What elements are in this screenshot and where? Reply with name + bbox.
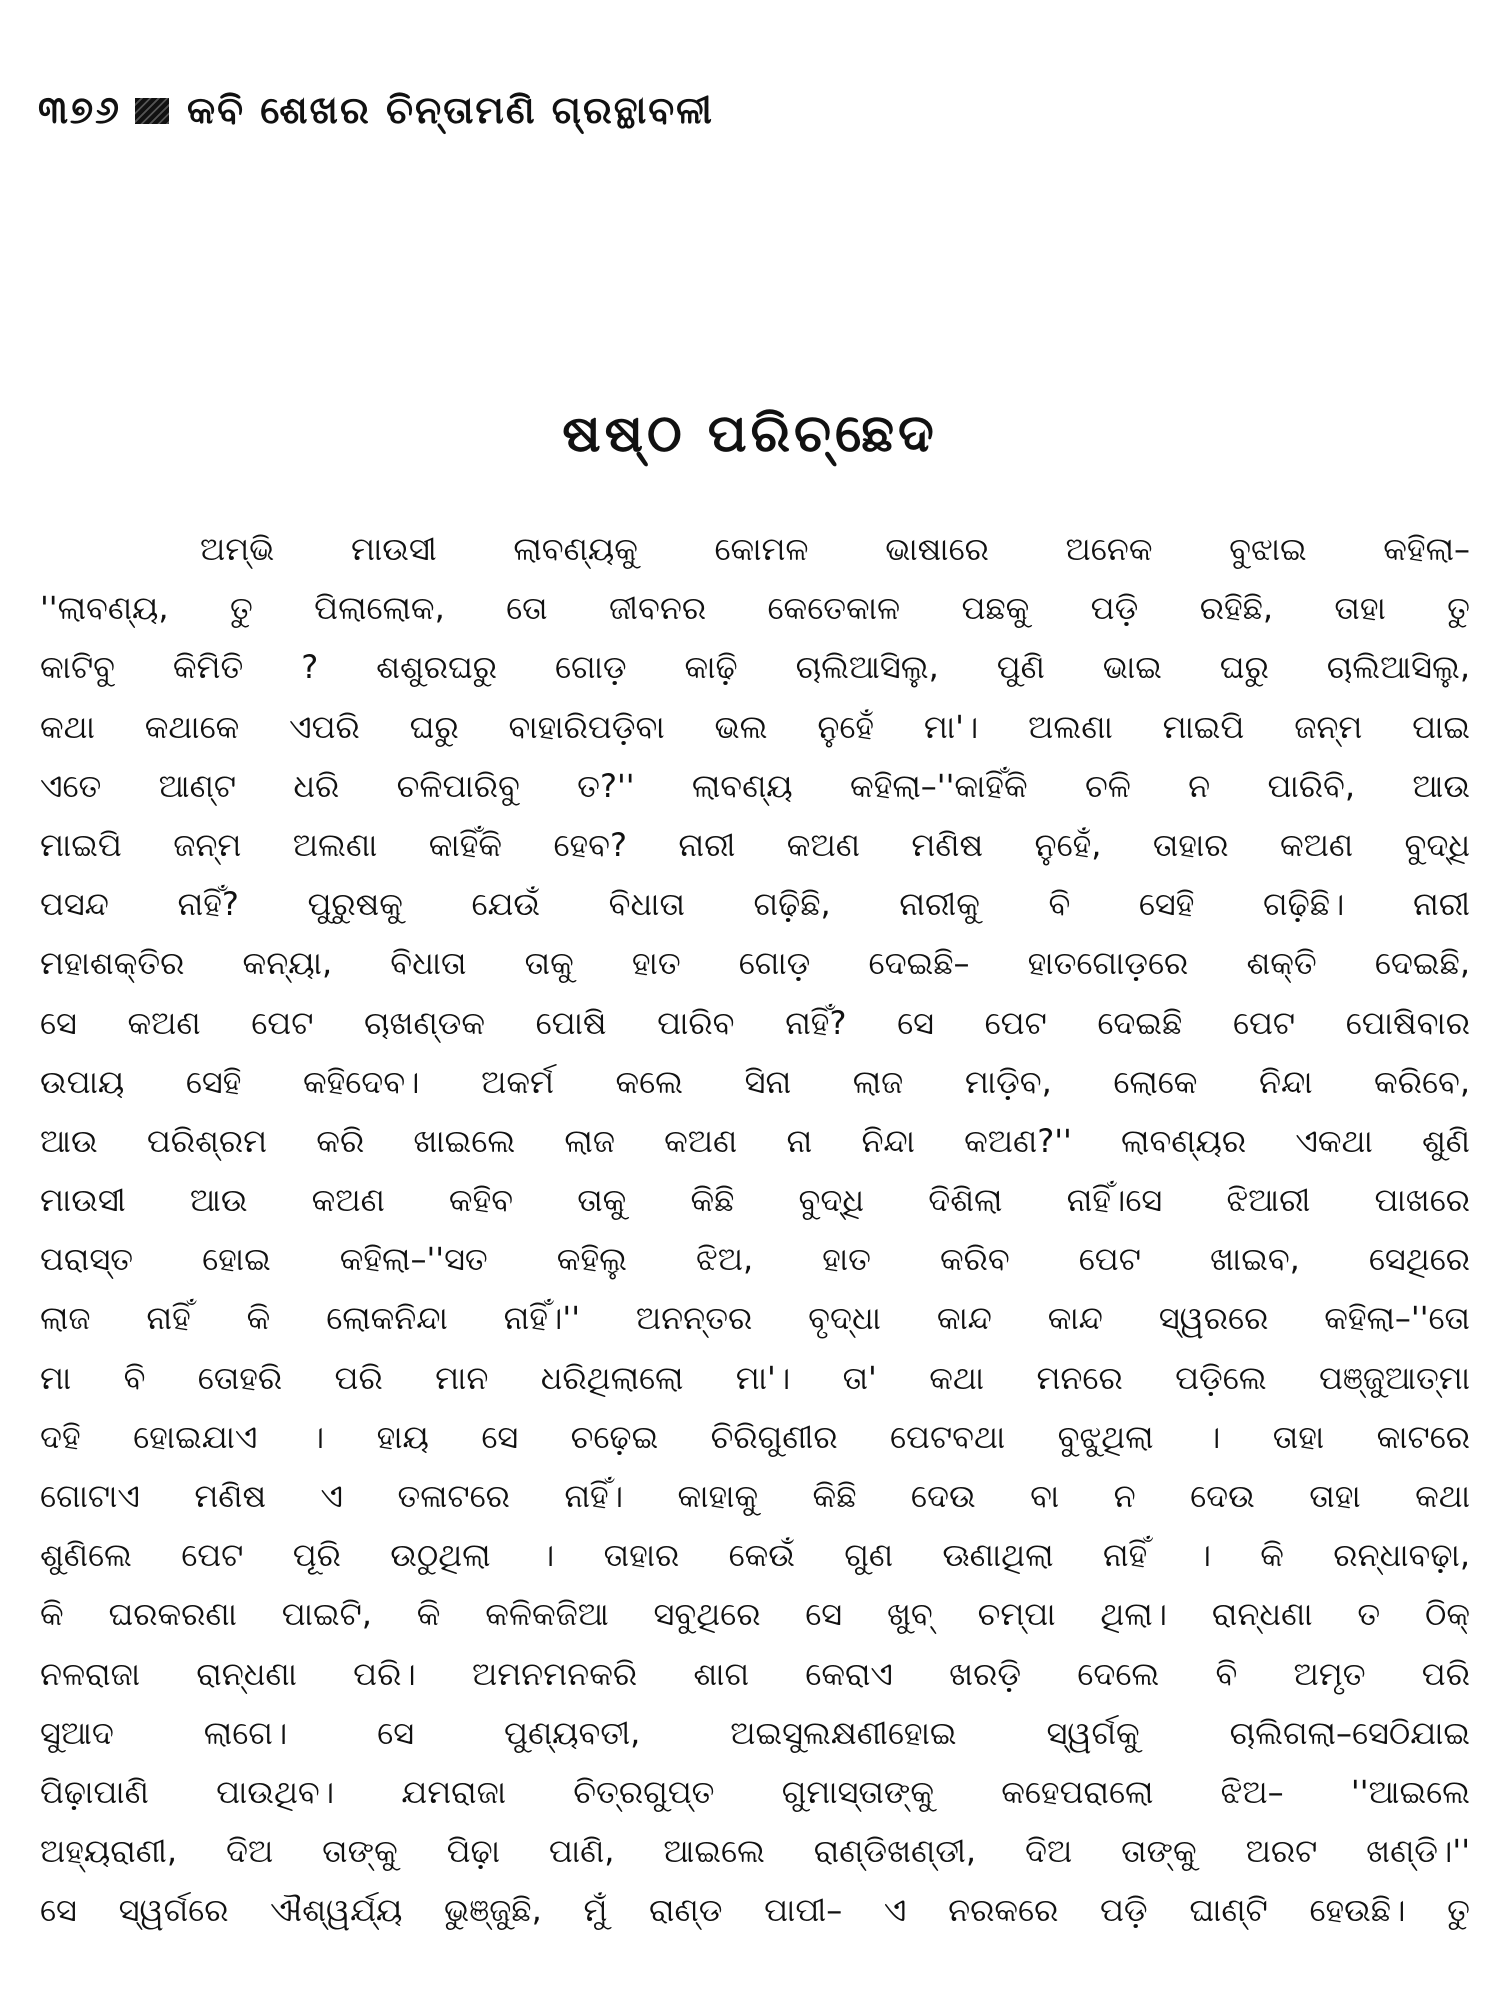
text-line: ସେ ସ୍ୱର୍ଗରେ ଐଶ୍ୱର୍ଯ୍ୟ ଭୁଞ୍ଜୁଛି, ମୁଁ ରାଣ୍ଡ ପାପୀ– ଏ ନରକରେ ପଡ଼ି ଘାଣ୍ଟି ହେଉଛି। ତୁ — [40, 1891, 1470, 1930]
text-line: ଅମ୍ଭି ମାଉସୀ ଲାବଣ୍ୟକୁ କୋମଳ ଭାଷାରେ ଅନେକ ବୁଝାଇ କହିଲା– — [200, 530, 1470, 568]
text-line: ମାଉସୀ ଆଉ କଅଣ କହିବ ତାକୁ କିଛି ବୁଦ୍ଧି ଦିଶିଲା ନାହିଁ।ସେ ଝିଆରୀ ପାଖରେ — [40, 1181, 1470, 1220]
text-line: ମାଇପି ଜନ୍ମ ଅଲଣା କାହିଁକି ହେବ? ନାରୀ କଅଣ ମଣିଷ ନୁହେଁ, ତାହାର କଅଣ ବୁଦ୍ଧି — [40, 825, 1470, 864]
text-line: ପିଢ଼ାପାଣି ପାଉଥିବ। ଯମରାଜା ଚିତ୍ରଗୁପ୍ତ ଗୁମାସ୍ତାଙ୍କୁ କହେପରାଲୋ ଝିଅ– ''ଆଇଲେ — [40, 1772, 1470, 1811]
text-line: ଅହ୍ୟରାଣୀ, ଦିଅ ତାଙ୍କୁ ପିଢ଼ା ପାଣି, ଆଇଲେ ରାଣ୍ଡିଖଣ୍ଡୀ, ଦିଅ ତାଙ୍କୁ ଅରଟ ଖଣ୍ଡି।'' — [40, 1832, 1470, 1871]
text-line: କଥା କଥାକେ ଏପରି ଘରୁ ବାହାରିପଡ଼ିବା ଭଲ ନୁହେଁ ମା'। ଅଲଣା ମାଇପି ଜନ୍ମ ପାଇ — [40, 707, 1470, 746]
body-text — [40, 520, 1470, 1941]
running-header — [38, 88, 714, 133]
text-line: ଲାଜ ନାହିଁ କି ଲୋକନିନ୍ଦା ନାହିଁ।'' ଅନନ୍ତର ବୃଦ୍ଧା କାନ୍ଦ କାନ୍ଦ ସ୍ୱରରେ କହିଲା–''ତୋ — [40, 1299, 1470, 1338]
text-line: ସେ କଅଣ ପେଟ ଚାଖଣ୍ଡକ ପୋଷି ପାରିବ ନାହିଁ? ସେ ପେଟ ଦେଇଛି ପେଟ ପୋଷିବାର — [40, 1003, 1470, 1042]
text-line: ''ଲାବଣ୍ୟ, ତୁ ପିଲାଲୋକ, ତୋ ଜୀବନର କେତେକାଳ ପଛକୁ ପଡ଼ି ରହିଛି, ତାହା ତୁ — [40, 589, 1470, 628]
text-line: ଏତେ ଆଣ୍ଟ ଧରି ଚଳିପାରିବୁ ତ?'' ଲାବଣ୍ୟ କହିଲା–''କାହିଁକି ଚଳି ନ ପାରିବି, ଆଉ — [40, 766, 1470, 805]
text-line: କି ଘରକରଣା ପାଇଟି, କି କଳିକଜିଆ ସବୁଥିରେ ସେ ଖୁବ୍ ଚମ୍ପା ଥିଲା। ରାନ୍ଧଣା ତ ଠିକ୍ — [40, 1595, 1470, 1634]
text-line: ଗୋଟାଏ ମଣିଷ ଏ ତଳାଟରେ ନାହିଁ। କାହାକୁ କିଛି ଦେଉ ବା ନ ଦେଉ ତାହା କଥା — [40, 1477, 1470, 1515]
text-line: ଆଉ ପରିଶ୍ରମ କରି ଖାଇଲେ ଲାଜ କଅଣ ନା ନିନ୍ଦା କଅଣ?'' ଲାବଣ୍ୟର ଏକଥା ଶୁଣି — [40, 1121, 1470, 1160]
page-number: ୩୭୬ — [38, 88, 121, 132]
text-line: ନଳରାଜା ରାନ୍ଧଣା ପରି। ଅମନମନକରି ଶାଗ କେରାଏ ଖରଡ଼ି ଦେଲେ ବି ଅମୃତ ପରି — [40, 1654, 1470, 1693]
text-line: ମା ବି ତୋହରି ପରି ମାନ ଧରିଥିଲାଲୋ ମା'। ତା' କଥା ମନରେ ପଡ଼ିଲେ ପଞ୍ଜୁଆତ୍ମା — [40, 1358, 1470, 1397]
text-line: ମହାଶକ୍ତିର କନ୍ୟା, ବିଧାତା ତାକୁ ହାତ ଗୋଡ଼ ଦେଇଛି– ହାତଗୋଡ଼ରେ ଶକ୍ତି ଦେଇଛି, — [40, 944, 1470, 983]
text-line: ପରାସ୍ତ ହୋଇ କହିଲା–''ସତ କହିଲୁ ଝିଅ, ହାତ କରିବ ପେଟ ଖାଇବ, ସେଥିରେ — [40, 1240, 1470, 1279]
text-line: ସୁଆଦ ଲାଗେ। ସେ ପୁଣ୍ୟବତୀ, ଅଇସୁଲକ୍ଷଣୀହୋଇ ସ୍ୱର୍ଗକୁ ଚାଲିଗଲା–ସେଠିଯାଇ — [40, 1713, 1470, 1752]
chapter-title: ଷଷ୍ଠ ପରିଚ୍ଛେଦ — [562, 404, 938, 464]
text-line: କାଟିବୁ କିମିତି ? ଶଶୁରଘରୁ ଗୋଡ଼ କାଢ଼ି ଚାଲିଆସିଲୁ, ପୁଣି ଭାଇ ଘରୁ ଚାଲିଆସିଲୁ, — [40, 648, 1470, 687]
text-line: ଶୁଣିଲେ ପେଟ ପୂରି ଉଠୁଥିଲା । ତାହାର କେଉଁ ଗୁଣ ଊଣାଥିଲା ନାହିଁ । କି ରନ୍ଧାବଢ଼ା, — [40, 1536, 1470, 1575]
text-line: ଦହି ହୋଇଯାଏ । ହାୟ ସେ ଚଢ଼େଇ ଚିରିଗୁଣୀର ପେଟବଥା ବୁଝୁଥିଲା । ତାହା କାଟରେ — [40, 1417, 1470, 1456]
text-line: ଉପାୟ ସେହି କହିଦେବ। ଅକର୍ମ କଲେ ସିନା ଲାଜ ମାଡ଼ିବ, ଲୋକେ ନିନ୍ଦା କରିବେ, — [40, 1062, 1470, 1101]
book-title: କବି ଶେଖର ଚିନ୍ତାମଣି ଗ୍ରନ୍ଥାବଳୀ — [187, 88, 714, 132]
separator-block-icon — [135, 98, 169, 124]
text-line: ପସନ୍ଦ ନାହିଁ? ପୁରୁଷକୁ ଯେଉଁ ବିଧାତା ଗଢ଼ିଛି, ନାରୀକୁ ବି ସେହି ଗଢ଼ିଛି। ନାରୀ — [40, 885, 1470, 924]
